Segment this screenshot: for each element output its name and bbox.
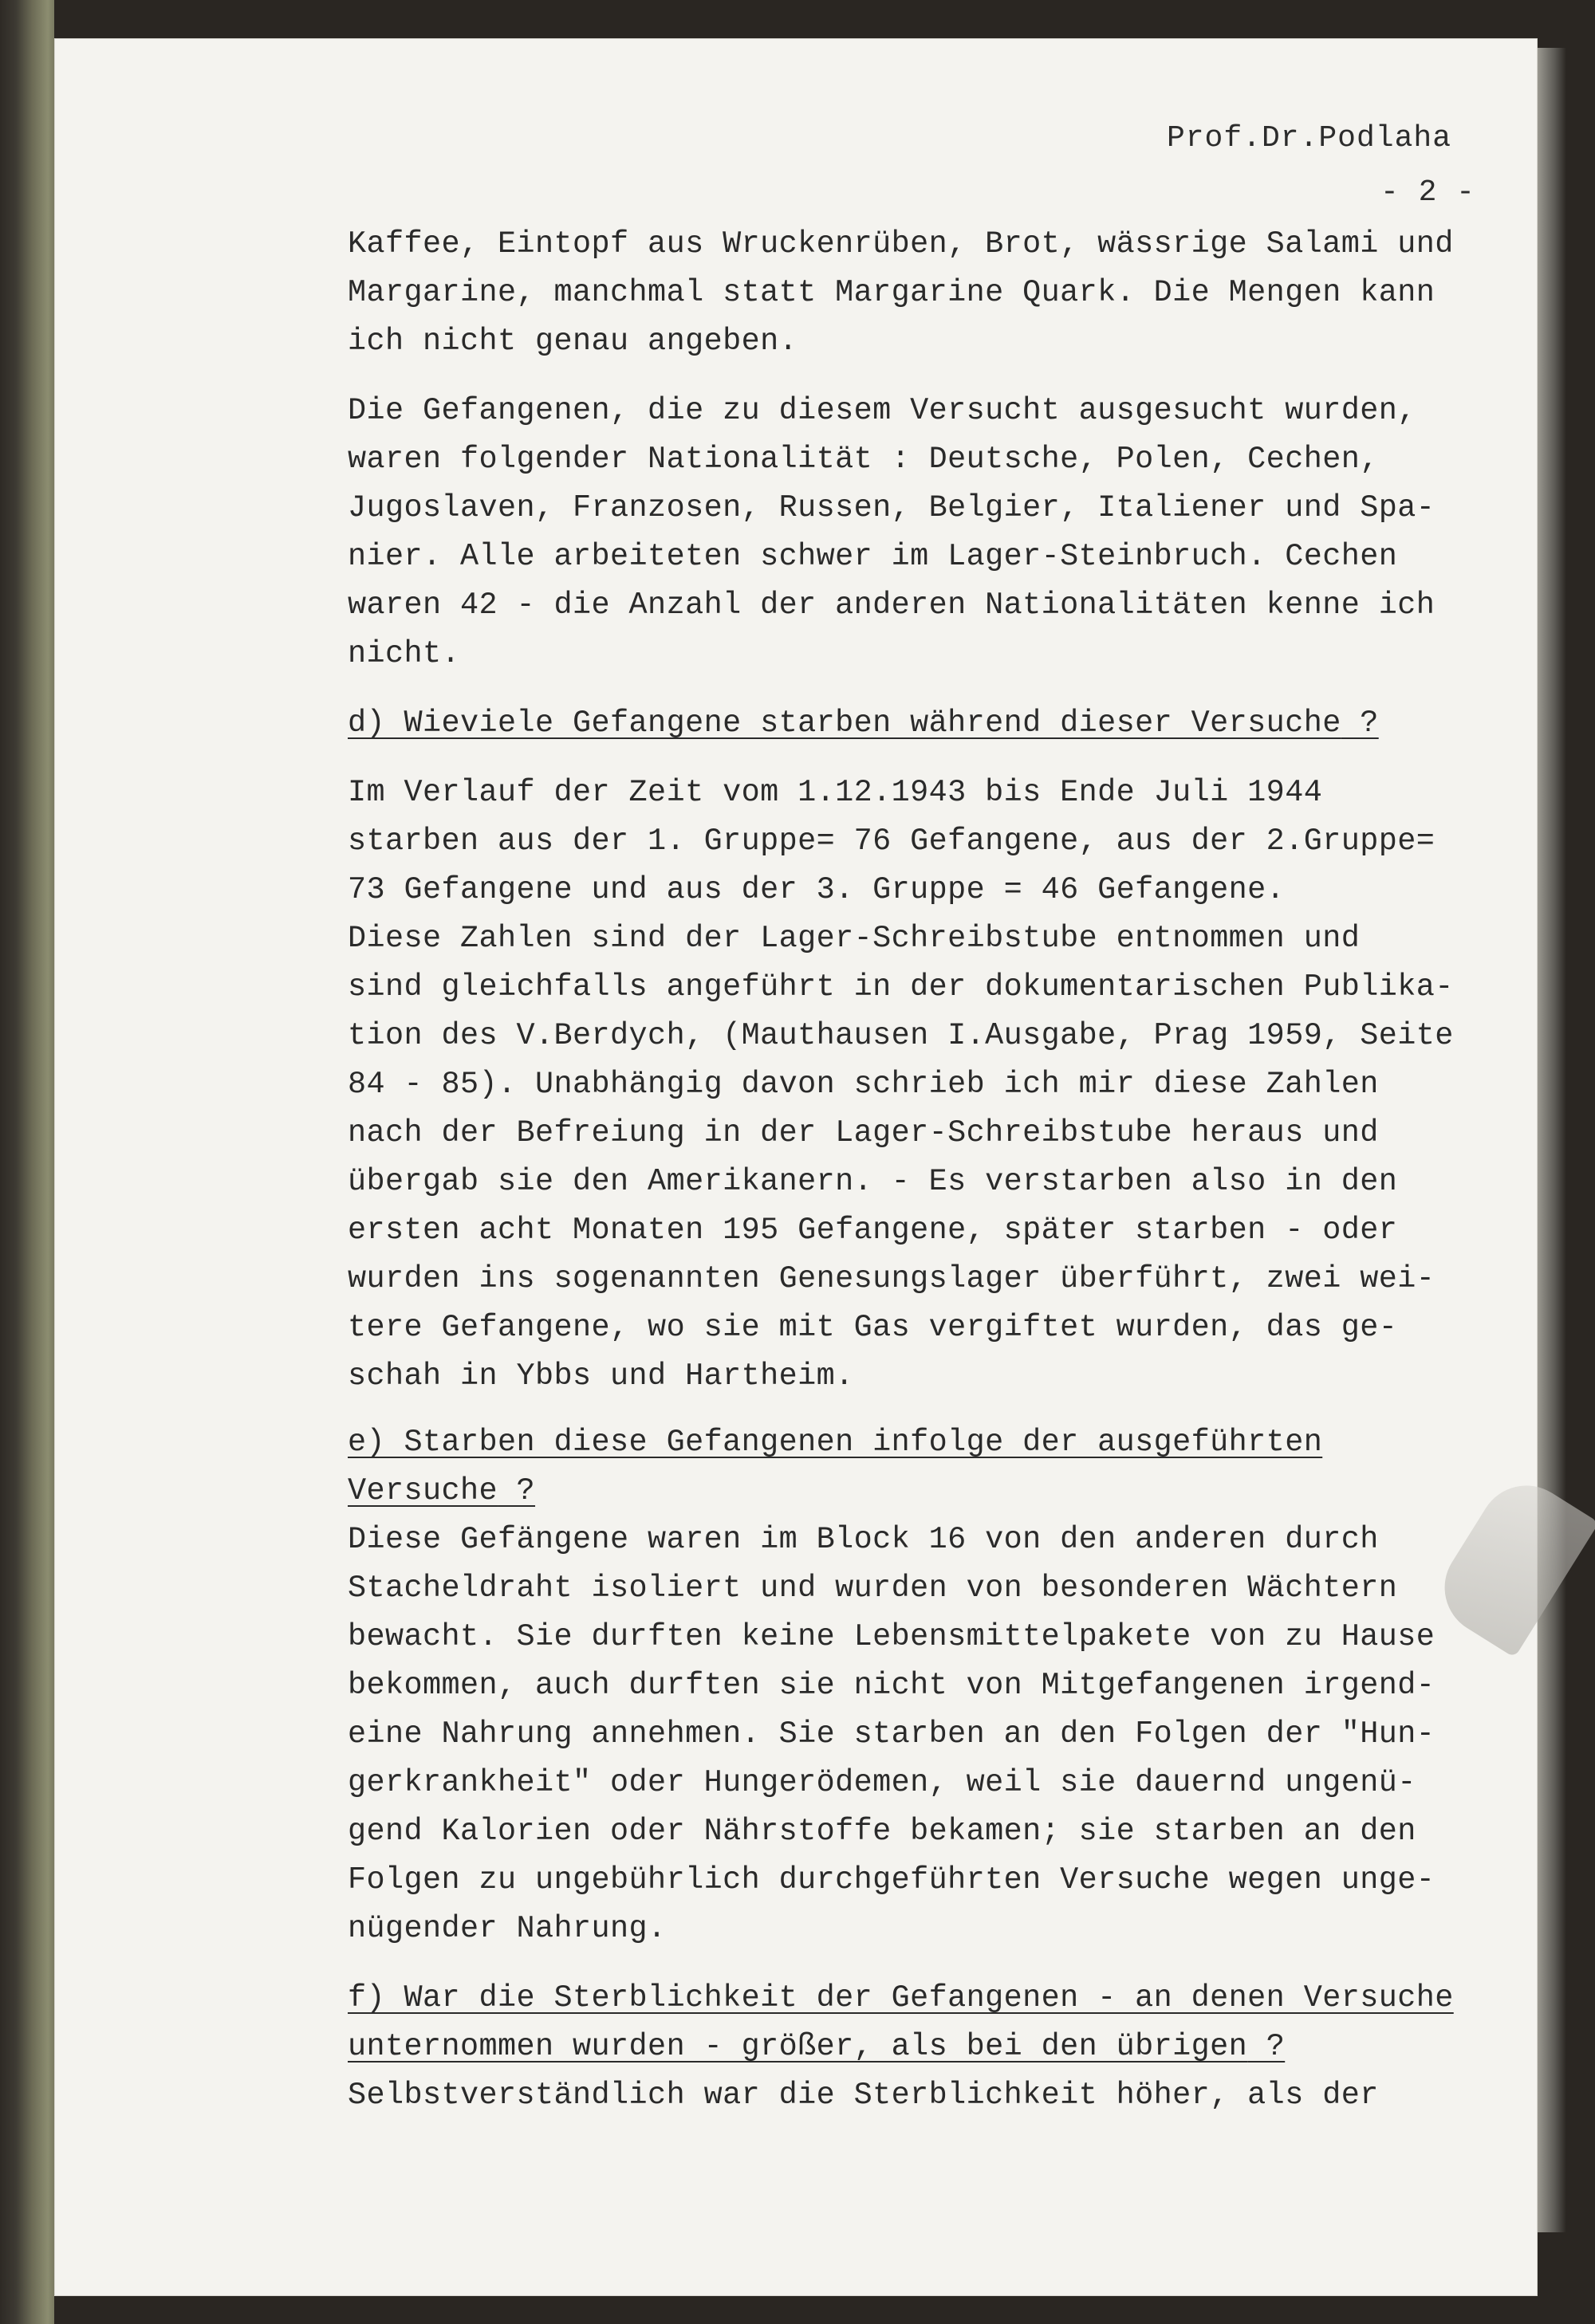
text-line: gerkrankheit" oder Hungerödemen, weil sie dauernd ungenü- <box>348 1765 1416 1800</box>
text-line: Jugoslaven, Franzosen, Russen, Belgier, Italiener und Spa- <box>348 490 1436 525</box>
text-line: starben aus der 1. Gruppe= 76 Gefangene, aus der 2.Gruppe= <box>348 824 1436 859</box>
paragraph-mortality <box>348 2071 1512 2120</box>
text-line: ich nicht genau angeben. <box>348 324 798 359</box>
text-line: nicht. <box>348 636 461 671</box>
question-f-heading <box>348 1974 1512 2071</box>
text-line: ersten acht Monaten 195 Gefangene, später starben - oder <box>348 1213 1398 1248</box>
text-line: schah in Ybbs und Hartheim. <box>348 1359 854 1394</box>
text-line: Diese Gefängene waren im Block 16 von den anderen durch <box>348 1522 1379 1557</box>
text-line: tion des V.Berdych, (Mauthausen I.Ausgabe, Prag 1959, Seite <box>348 1018 1454 1053</box>
text-line: 84 - 85). Unabhängig davon schrieb ich mir diese Zahlen <box>348 1067 1379 1102</box>
text-line: gend Kalorien oder Nährstoffe bekamen; sie starben an den <box>348 1814 1416 1849</box>
text-line: Margarine, manchmal statt Margarine Quark. Die Mengen kann <box>348 275 1436 310</box>
text-line: Im Verlauf der Zeit vom 1.12.1943 bis Ende Juli 1944 <box>348 775 1323 810</box>
document-body <box>348 220 1512 2120</box>
question-mark: ? <box>1247 2029 1286 2064</box>
text-line: übergab sie den Amerikanern. - Es verstarben also in den <box>348 1164 1398 1199</box>
question-text: f) War die Sterblichkeit der Gefangenen - an denen Versuche <box>348 1980 1454 2015</box>
text-line: Die Gefangenen, die zu diesem Versucht ausgesucht wurden, <box>348 393 1416 428</box>
paragraph-isolation <box>348 1516 1512 1953</box>
text-line: Selbstverständlich war die Sterblichkeit höher, als der <box>348 2078 1379 2113</box>
question-mark: ? <box>1341 706 1379 741</box>
question-e-heading <box>348 1418 1512 1516</box>
paragraph-deaths <box>348 769 1512 1401</box>
author-header: Prof.Dr.Podlaha <box>1166 121 1451 155</box>
text-line: sind gleichfalls angeführt in der dokumentarischen Publika- <box>348 969 1454 1005</box>
text-line: Stacheldraht isoliert und wurden von besonderen Wächtern <box>348 1571 1398 1606</box>
text-line: nach der Befreiung in der Lager-Schreibstube heraus und <box>348 1115 1379 1150</box>
question-d-heading <box>348 699 1512 748</box>
question-text: Versuche <box>348 1473 498 1508</box>
paragraph-food <box>348 220 1512 366</box>
page-number: - 2 - <box>1380 175 1475 210</box>
question-text: e) Starben diese Gefangenen infolge der ausgeführten <box>348 1425 1323 1460</box>
text-line: 73 Gefangene und aus der 3. Gruppe = 46 Gefangene. <box>348 872 1286 907</box>
question-text: d) Wieviele Gefangene starben während dieser Versuche <box>348 706 1341 741</box>
page-edge <box>1538 48 1566 2232</box>
text-line: bekommen, auch durften sie nicht von Mitgefangenen irgend- <box>348 1668 1436 1703</box>
text-line: waren folgender Nationalität : Deutsche, Polen, Cechen, <box>348 442 1379 477</box>
text-line: wurden ins sogenannten Genesungslager überführt, zwei wei- <box>348 1261 1436 1296</box>
text-line: Diese Zahlen sind der Lager-Schreibstube entnommen und <box>348 921 1361 956</box>
text-line: Kaffee, Eintopf aus Wruckenrüben, Brot, wässrige Salami und <box>348 226 1454 261</box>
text-line: Folgen zu ungebührlich durchgeführten Versuche wegen unge- <box>348 1862 1436 1897</box>
paragraph-nationalities <box>348 387 1512 678</box>
text-line: eine Nahrung annehmen. Sie starben an den Folgen der "Hun- <box>348 1716 1436 1752</box>
text-line: nier. Alle arbeiteten schwer im Lager-Steinbruch. Cechen <box>348 539 1398 574</box>
text-line: waren 42 - die Anzahl der anderen Nationalitäten kenne ich <box>348 588 1436 623</box>
text-line: nügender Nahrung. <box>348 1911 667 1946</box>
question-mark: ? <box>498 1473 536 1508</box>
text-line: tere Gefangene, wo sie mit Gas vergiftet wurden, das ge- <box>348 1310 1398 1345</box>
binder-spine <box>0 0 54 2324</box>
text-line: bewacht. Sie durften keine Lebensmittelpakete von zu Hause <box>348 1619 1436 1654</box>
question-text: unternommen wurden - größer, als bei den übrigen <box>348 2029 1248 2064</box>
